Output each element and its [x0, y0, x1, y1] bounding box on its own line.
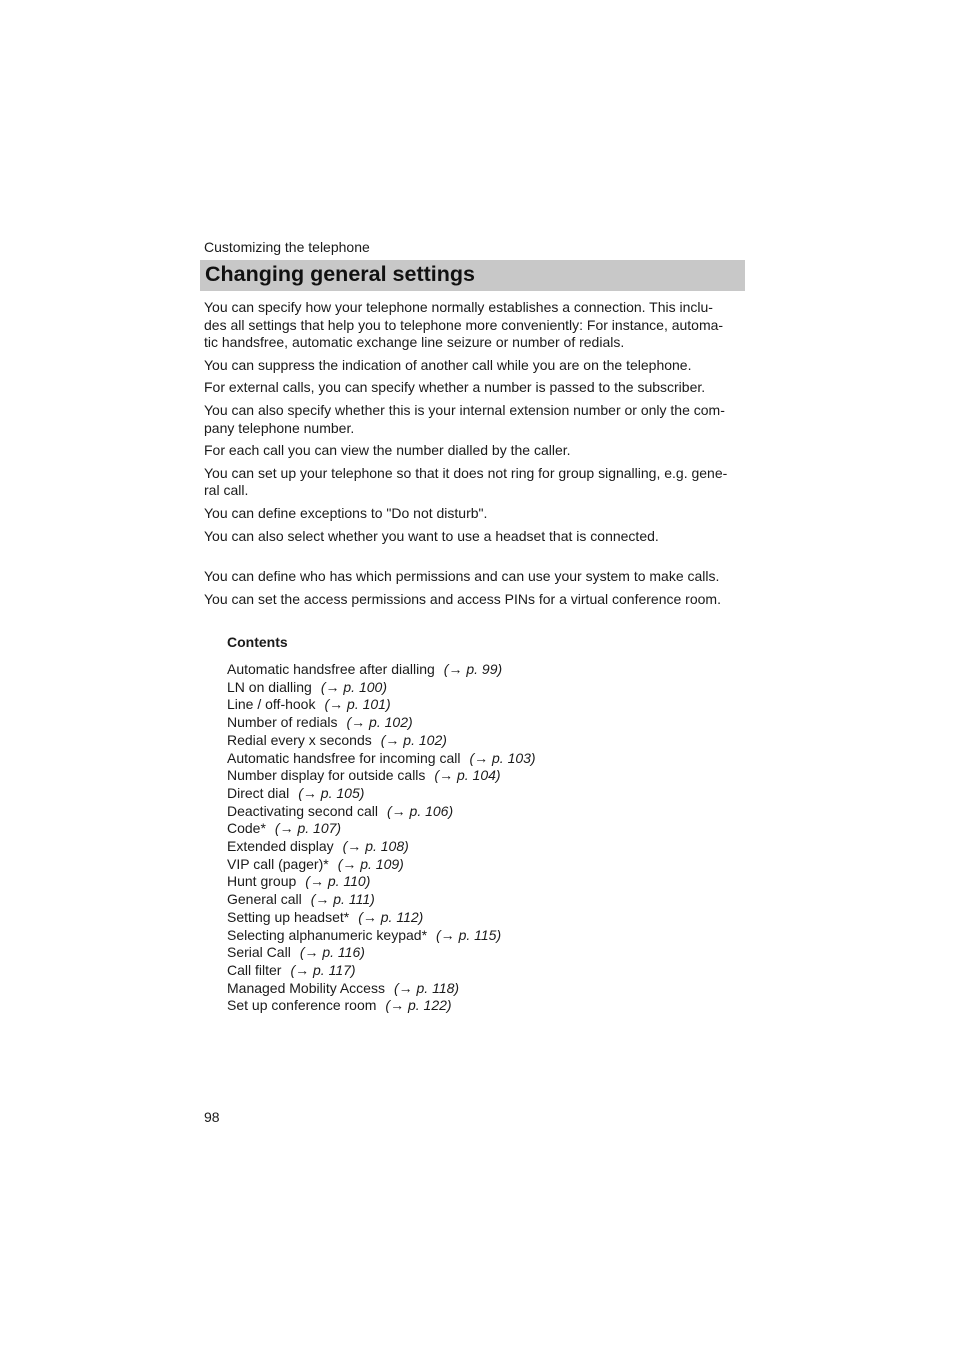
- toc-item[interactable]: [227, 873, 536, 891]
- toc-item-label: VIP call (pager)*: [227, 855, 329, 872]
- toc-item[interactable]: [227, 820, 536, 838]
- paragraph-line: You can also specify whether this is your internal extension number or only the com-: [204, 401, 725, 418]
- toc-item-label: Number of redials: [227, 714, 338, 731]
- toc-item[interactable]: [227, 750, 536, 768]
- toc-item-label: Line / off-hook: [227, 696, 316, 713]
- toc-item[interactable]: [227, 767, 536, 785]
- intro-paragraph: [204, 299, 749, 352]
- paragraph-line: You can also select whether you want to use a headset that is connected.: [204, 527, 659, 544]
- toc-item[interactable]: [227, 927, 536, 945]
- toc-item-label: Code*: [227, 820, 266, 837]
- toc-page-reference[interactable]: (→ p. 109): [337, 855, 404, 872]
- paragraph-line: pany telephone number.: [204, 419, 355, 436]
- toc-item[interactable]: [227, 838, 536, 856]
- toc-page-reference[interactable]: (→ p. 111): [310, 891, 375, 908]
- toc-page-reference[interactable]: (→ p. 103): [469, 749, 536, 766]
- toc-page-reference[interactable]: (→ p. 110): [305, 873, 371, 890]
- toc-item[interactable]: [227, 679, 536, 697]
- toc-item[interactable]: [227, 732, 536, 750]
- toc-page-reference[interactable]: (→ p. 102): [380, 731, 447, 748]
- toc-page-reference[interactable]: (→ p. 102): [346, 714, 413, 731]
- contents-heading: Contents: [227, 634, 288, 650]
- toc-item[interactable]: [227, 696, 536, 714]
- toc-item-label: Automatic handsfree for incoming call: [227, 749, 461, 766]
- toc-item-label: Setting up headset*: [227, 908, 350, 925]
- toc-item[interactable]: [227, 856, 536, 874]
- toc-item-label: General call: [227, 891, 302, 908]
- paragraph-line: You can suppress the indication of another call while you are on the telephone.: [204, 356, 692, 373]
- page-number: 98: [204, 1109, 220, 1125]
- toc-page-reference[interactable]: (→ p. 115): [436, 926, 502, 943]
- toc-item-label: Automatic handsfree after dialling: [227, 661, 435, 677]
- toc-page-reference[interactable]: (→ p. 99): [443, 661, 503, 677]
- toc-item-label: Selecting alphanumeric keypad*: [227, 926, 428, 943]
- paragraph-line: des all settings that help you to telephone more conveniently: For instance, automa-: [204, 316, 724, 333]
- intro-paragraph: [204, 505, 749, 523]
- toc-item[interactable]: [227, 891, 536, 909]
- toc-page-reference[interactable]: (→ p. 116): [299, 944, 365, 961]
- paragraph-line: ral call.: [204, 482, 249, 499]
- toc-item[interactable]: [227, 944, 536, 962]
- paragraph-line: You can define exceptions to "Do not disturb".: [204, 504, 488, 521]
- toc-page-reference[interactable]: (→ p. 117): [290, 961, 356, 978]
- toc-item[interactable]: [227, 803, 536, 821]
- toc-page-reference[interactable]: (→ p. 101): [324, 696, 391, 713]
- toc-item-label: Managed Mobility Access: [227, 979, 385, 996]
- toc-item-label: Serial Call: [227, 944, 291, 961]
- toc-item[interactable]: [227, 785, 536, 803]
- toc-item-label: Deactivating second call: [227, 802, 378, 819]
- toc-item-label: LN on dialling: [227, 678, 312, 695]
- toc-item[interactable]: [227, 962, 536, 980]
- intro-paragraph: [204, 402, 749, 437]
- toc-item-label: Redial every x seconds: [227, 731, 372, 748]
- toc-item[interactable]: [227, 714, 536, 732]
- intro-text: [204, 299, 749, 608]
- toc-page-reference[interactable]: (→ p. 122): [385, 997, 452, 1014]
- toc-page-reference[interactable]: (→ p. 104): [434, 767, 501, 784]
- intro-paragraph: [204, 379, 749, 397]
- toc-item-label: Direct dial: [227, 784, 290, 801]
- paragraph-line: For external calls, you can specify whether a number is passed to the subscriber.: [204, 379, 706, 396]
- contents-list: [227, 661, 536, 1015]
- toc-page-reference[interactable]: (→ p. 107): [274, 820, 342, 837]
- paragraph-line: For each call you can view the number dialled by the caller.: [204, 442, 571, 459]
- paragraph-line: You can specify how your telephone normally establishes a connection. This inclu-: [204, 299, 713, 315]
- paragraph-line: You can set up your telephone so that it does not ring for group signalling, e.g. gene-: [204, 464, 728, 481]
- toc-page-reference[interactable]: (→ p. 100): [320, 678, 387, 695]
- intro-paragraph: [204, 568, 749, 586]
- section-header: Customizing the telephone: [204, 239, 370, 255]
- toc-page-reference[interactable]: (→ p. 108): [342, 838, 409, 855]
- toc-page-reference[interactable]: (→ p. 105): [298, 784, 365, 801]
- toc-item-label: Call filter: [227, 961, 282, 978]
- intro-paragraph: [204, 465, 749, 500]
- toc-item-label: Set up conference room: [227, 997, 377, 1014]
- toc-item[interactable]: [227, 909, 536, 927]
- toc-item-label: Number display for outside calls: [227, 767, 426, 784]
- toc-page-reference[interactable]: (→ p. 118): [393, 979, 460, 996]
- intro-paragraph: [204, 528, 749, 546]
- toc-page-reference[interactable]: (→ p. 106): [386, 802, 454, 819]
- intro-paragraph: [204, 442, 749, 460]
- title-bar: [200, 260, 745, 291]
- toc-page-reference[interactable]: (→ p. 112): [358, 908, 424, 925]
- page-title: Changing general settings: [205, 262, 475, 286]
- toc-item[interactable]: [227, 997, 536, 1015]
- intro-paragraph: [204, 591, 749, 609]
- toc-item-label: Hunt group: [227, 873, 297, 890]
- paragraph-line: You can set the access permissions and access PINs for a virtual conference room.: [204, 590, 721, 607]
- toc-item-label: Extended display: [227, 838, 334, 855]
- toc-item[interactable]: [227, 661, 536, 679]
- toc-item[interactable]: [227, 980, 536, 998]
- paragraph-line: You can define who has which permissions and can use your system to make calls.: [204, 568, 720, 585]
- paragraph-line: tic handsfree, automatic exchange line seizure or number of redials.: [204, 334, 625, 351]
- intro-paragraph: [204, 357, 749, 375]
